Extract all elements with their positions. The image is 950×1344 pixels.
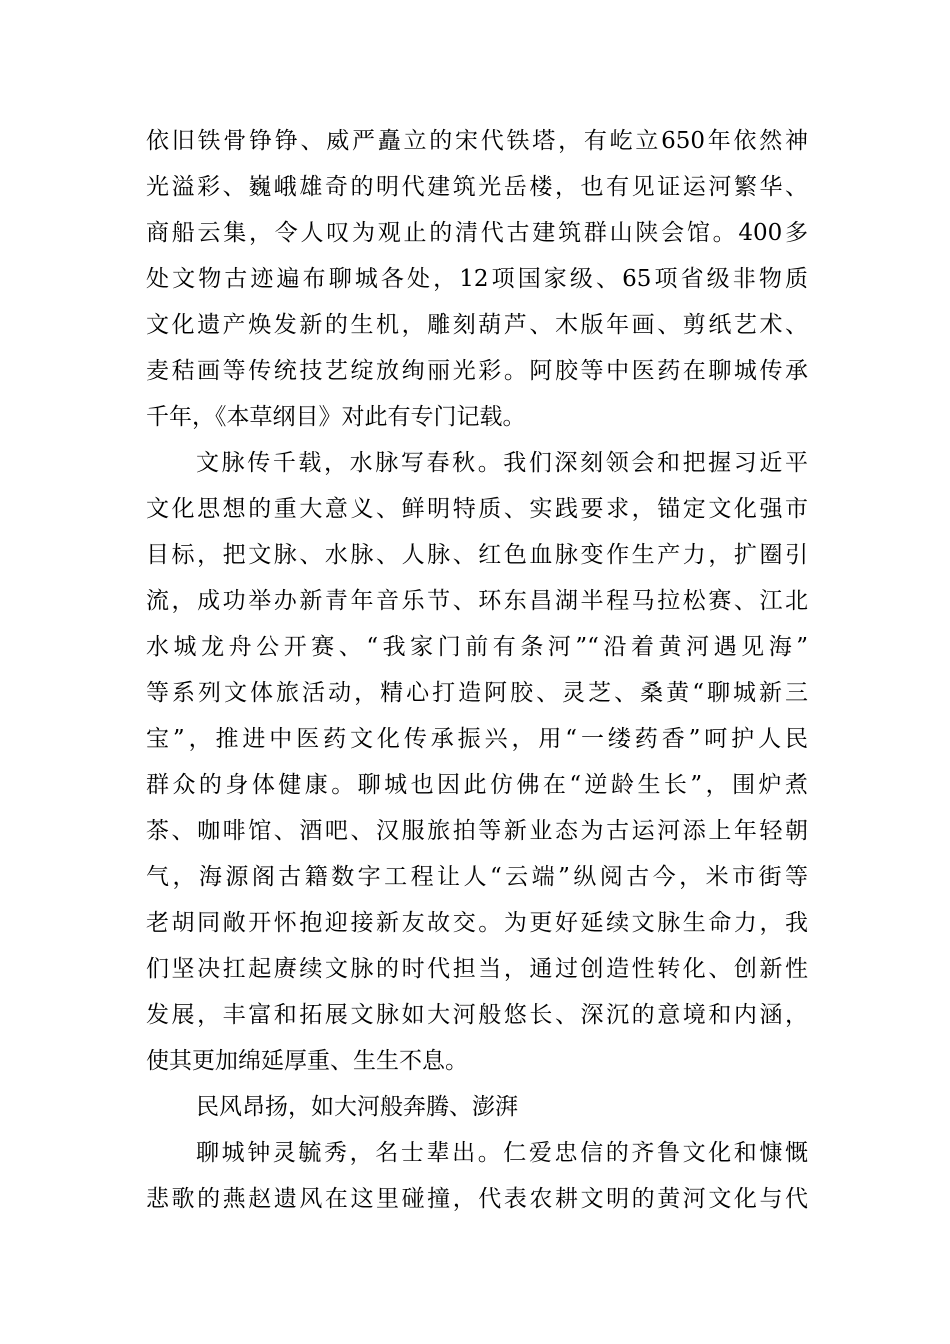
paragraph-line: 水城龙舟公开赛、“我家门前有条河”“沿着黄河遇见海”: [146, 634, 808, 660]
paragraph-line: 文化思想的重大意义、鲜明特质、实践要求，锚定文化强市: [146, 496, 808, 522]
paragraph-line: 处文物古迹遍布聊城各处，12项国家级、65项省级非物质: [146, 266, 808, 292]
document-page: [146, 118, 808, 1222]
paragraph-line: 茶、咖啡馆、酒吧、汉服旅拍等新业态为古运河添上年轻朝: [146, 818, 808, 844]
section-heading: 民风昂扬，如大河般奔腾、澎湃: [196, 1094, 518, 1120]
paragraph-line: 发展，丰富和拓展文脉如大河般悠长、深沉的意境和内涵，: [146, 1002, 808, 1028]
paragraph-line: 们坚决扛起赓续文脉的时代担当，通过创造性转化、创新性: [146, 956, 808, 982]
paragraph-line: 商船云集，令人叹为观止的清代古建筑群山陕会馆。400多: [146, 220, 808, 246]
paragraph-line: 流，成功举办新青年音乐节、环东昌湖半程马拉松赛、江北: [146, 588, 808, 614]
paragraph-3: [146, 1130, 808, 1222]
paragraph-line: 依旧铁骨铮铮、威严矗立的宋代铁塔，有屹立650年依然神: [146, 128, 808, 154]
paragraph-line: 聊城钟灵毓秀，名士辈出。仁爱忠信的齐鲁文化和慷慨: [196, 1140, 808, 1166]
paragraph-line: 群众的身体健康。聊城也因此仿佛在“逆龄生长”，围炉煮: [146, 772, 808, 798]
paragraph-line: 麦秸画等传统技艺绽放绚丽光彩。阿胶等中医药在聊城传承: [146, 358, 808, 384]
paragraph-line: 文脉传千载，水脉写春秋。我们深刻领会和把握习近平: [196, 450, 808, 476]
paragraph-line: 千年，《本草纲目》对此有专门记载。: [146, 404, 526, 430]
paragraph-line: 光溢彩、巍峨雄奇的明代建筑光岳楼，也有见证运河繁华、: [146, 174, 808, 200]
paragraph-line: 目标，把文脉、水脉、人脉、红色血脉变作生产力，扩圈引: [146, 542, 808, 568]
paragraph-line: 气，海源阁古籍数字工程让人“云端”纵阅古今，米市街等: [146, 864, 808, 890]
paragraph-line: 使其更加绵延厚重、生生不息。: [146, 1048, 468, 1074]
paragraph-2: [146, 440, 808, 1084]
paragraph-line: 文化遗产焕发新的生机，雕刻葫芦、木版年画、剪纸艺术、: [146, 312, 808, 338]
paragraph-line: 老胡同敞开怀抱迎接新友故交。为更好延续文脉生命力，我: [146, 910, 808, 936]
paragraph-1: [146, 118, 808, 440]
paragraph-line: 悲歌的燕赵遗风在这里碰撞，代表农耕文明的黄河文化与代: [146, 1186, 808, 1212]
paragraph-line: 宝”，推进中医药文化传承振兴，用“一缕药香”呵护人民: [146, 726, 808, 752]
paragraph-line: 等系列文体旅活动，精心打造阿胶、灵芝、桑黄“聊城新三: [146, 680, 808, 706]
